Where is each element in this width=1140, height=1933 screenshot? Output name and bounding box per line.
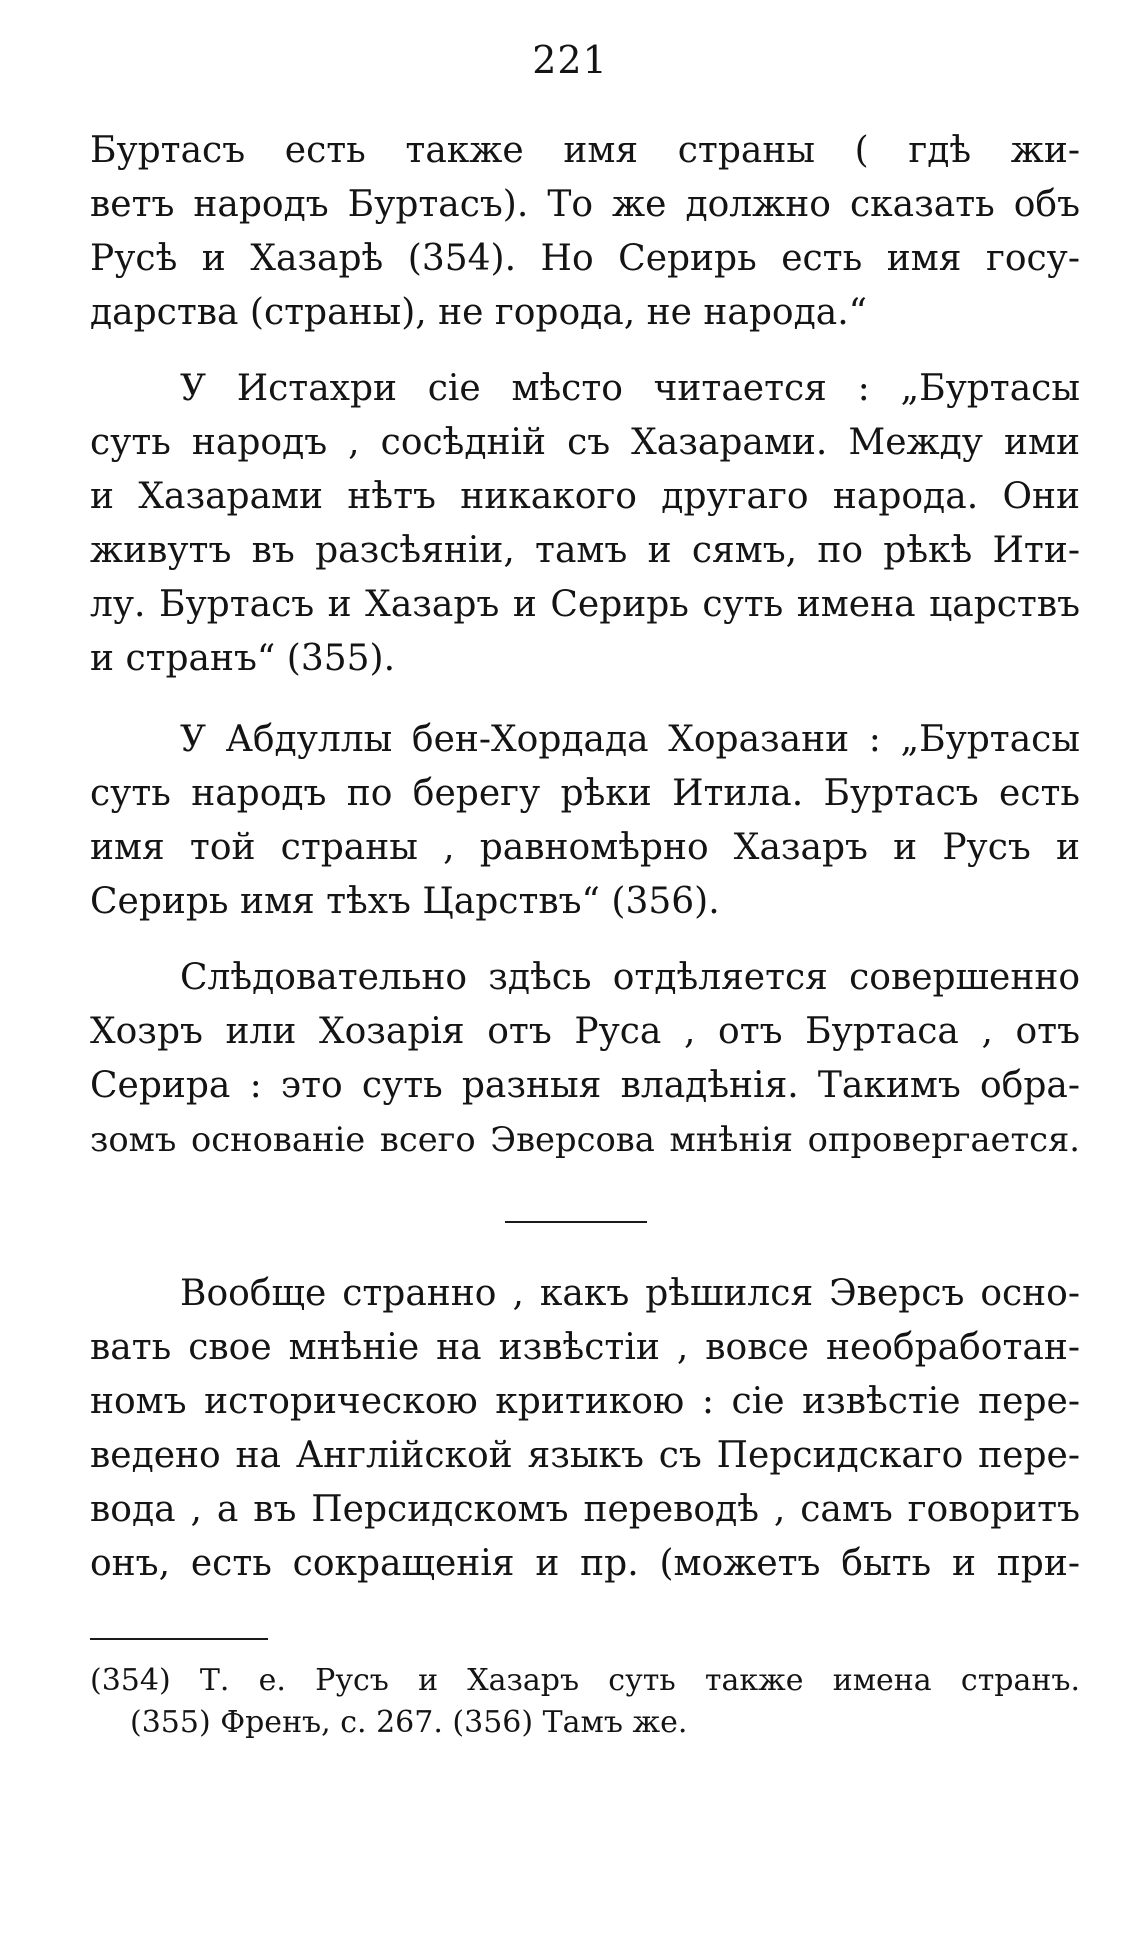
paragraph-2 [90, 362, 1080, 686]
footnotes [90, 1660, 1080, 1744]
text-line: дарства (страны), не города, не народа.“ [90, 292, 868, 333]
text-line: Слѣдовательно здѣсь отдѣляется совершенно [180, 957, 1080, 998]
text-line: и странъ“ (355). [90, 638, 396, 679]
paragraph-4 [90, 951, 1080, 1167]
text-line: У Истахри сіе мѣсто читается : „Буртасы [180, 368, 1080, 409]
text-line: Вообще странно , какъ рѣшился Эверсъ осно- [180, 1273, 1080, 1314]
text-line: ветъ народъ Буртасъ). То же должно сказать объ [90, 184, 1080, 225]
footnote-line: (354) Т. е. Русъ и Хазаръ суть также имена странъ. [90, 1663, 1080, 1698]
text-line: и Хазарами нѣтъ никакого другаго народа. Они [90, 476, 1080, 517]
footnote-line: (355) Френъ, с. 267. (356) Тамъ же. [130, 1705, 688, 1740]
text-line: Серира : это суть разныя владѣнія. Такимъ обра- [90, 1065, 1080, 1106]
text-line: Буртасъ есть также имя страны ( гдѣ жи- [90, 130, 1080, 171]
text-line: лу. Буртасъ и Хазаръ и Серирь суть имена царствъ [90, 584, 1080, 625]
footnote-divider [90, 1638, 268, 1640]
page-number: 221 [532, 38, 608, 82]
paragraph-3 [90, 713, 1080, 929]
paragraph-1 [90, 124, 1080, 340]
text-line: суть народъ по берегу рѣки Итила. Буртасъ есть [90, 773, 1080, 814]
text-line: онъ, есть сокращенія и пр. (можетъ быть и при- [90, 1543, 1080, 1584]
text-line: суть народъ , сосѣдній съ Хазарами. Между ими [90, 422, 1080, 463]
text-line: Русѣ и Хазарѣ (354). Но Серирь есть имя госу- [90, 238, 1080, 279]
text-line: вать свое мнѣніе на извѣстіи , вовсе необработан- [90, 1327, 1080, 1368]
text-line: вода , а въ Персидскомъ переводѣ , самъ говоритъ [90, 1489, 1080, 1530]
text-line: живутъ въ разсѣяніи, тамъ и сямъ, по рѣкѣ Ити- [90, 530, 1080, 571]
section-divider [505, 1221, 647, 1223]
text-line: У Абдуллы бен-Хордада Хоразани : „Буртасы [180, 719, 1080, 760]
text-line: ведено на Англійской языкъ съ Персидскаго пере- [90, 1435, 1080, 1476]
paragraph-5 [90, 1267, 1080, 1591]
text-line: номъ историческою критикою : сіе извѣстіе пере- [90, 1381, 1080, 1422]
text-line: имя той страны , равномѣрно Хазаръ и Русъ и [90, 827, 1080, 868]
text-line: Серирь имя тѣхъ Царствъ“ (356). [90, 881, 720, 922]
text-line: Хозръ или Хозарія отъ Руса , отъ Буртаса , отъ [90, 1011, 1080, 1052]
text-line: зомъ основаніе всего Эверсова мнѣнія опровергается. [90, 1120, 1080, 1159]
